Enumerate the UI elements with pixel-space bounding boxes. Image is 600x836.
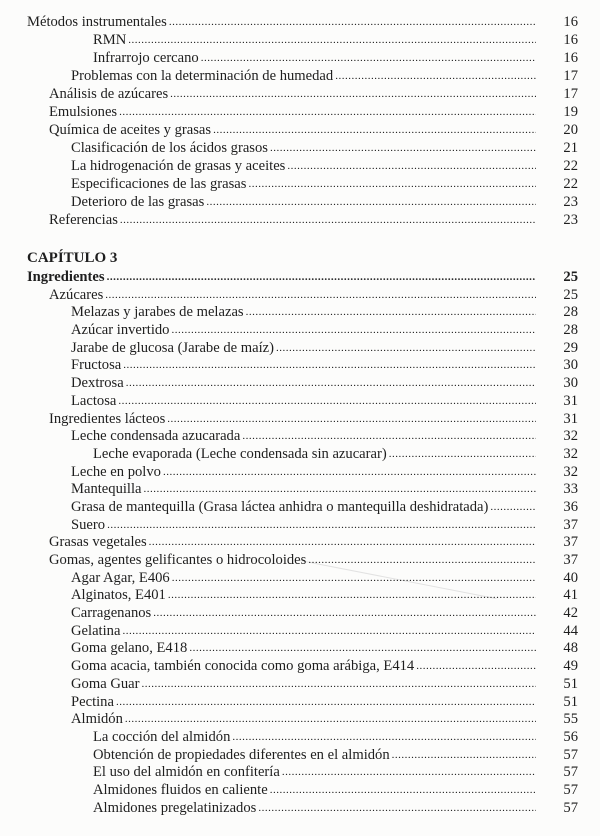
toc-entry	[71, 357, 536, 375]
dot-leader	[120, 211, 536, 229]
dot-leader	[163, 464, 536, 482]
toc-entry-title: Fructosa	[71, 357, 122, 374]
toc-entry-title: El uso del almidón en confitería	[93, 764, 280, 781]
dot-leader	[172, 570, 536, 588]
toc-entry-title: Grasa de mantequilla (Grasa láctea anhidra o mantequilla deshidratada)	[71, 498, 489, 515]
toc-page-number: 23	[563, 194, 578, 210]
toc-row[interactable]	[0, 193, 600, 211]
toc-page-number: 57	[563, 764, 578, 781]
dot-leader	[153, 605, 536, 623]
toc-entry-title: Pectina	[71, 693, 114, 710]
toc-entry-title: Ingredientes	[27, 269, 105, 285]
toc-entry-title: Métodos instrumentales	[27, 14, 167, 30]
toc-row[interactable]	[0, 375, 600, 393]
dot-leader	[490, 499, 536, 517]
toc-page-number: 33	[563, 481, 578, 498]
toc-page-number: 19	[563, 104, 578, 120]
toc-entry-title: Dextrosa	[71, 375, 124, 392]
dot-leader	[171, 322, 536, 340]
toc-entry	[49, 121, 536, 139]
toc-row[interactable]	[0, 729, 600, 747]
dot-leader	[119, 103, 536, 121]
toc-page-number: 32	[563, 463, 578, 480]
toc-row[interactable]	[0, 782, 600, 800]
toc-entry-title: La hidrogenación de grasas y aceites	[71, 158, 286, 174]
toc-row[interactable]	[0, 269, 600, 287]
toc-entry	[93, 800, 536, 818]
toc-entry	[71, 304, 536, 322]
toc-entry	[93, 747, 536, 765]
dot-leader	[149, 534, 536, 552]
toc-section-previous-chapter	[0, 13, 600, 229]
toc-page-number: 25	[563, 286, 578, 303]
chapter-heading: CAPÍTULO 3	[27, 250, 118, 266]
toc-row[interactable]	[0, 411, 600, 429]
dot-leader	[246, 304, 536, 322]
toc-row[interactable]	[0, 393, 600, 411]
toc-entry-title: Emulsiones	[49, 104, 118, 120]
toc-entry-title: Obtención de propiedades diferentes en el almidón	[93, 746, 390, 763]
toc-entry	[71, 587, 536, 605]
toc-row[interactable]	[0, 67, 600, 85]
toc-entry	[93, 764, 536, 782]
toc-entry-title: Lactosa	[71, 392, 117, 409]
toc-entry-title: Carragenanos	[71, 605, 152, 622]
toc-page-number: 30	[563, 357, 578, 374]
toc-row[interactable]	[0, 800, 600, 818]
toc-row[interactable]	[0, 31, 600, 49]
toc-entry-title: Azúcar invertido	[71, 322, 170, 339]
toc-entry-title: Deterioro de las grasas	[71, 194, 205, 210]
toc-row[interactable]	[0, 428, 600, 446]
toc-entry-title: La cocción del almidón	[93, 728, 231, 745]
toc-row[interactable]	[0, 287, 600, 305]
toc-page-number: 57	[563, 799, 578, 816]
toc-entry	[27, 13, 536, 31]
toc-page-number: 37	[563, 516, 578, 533]
toc-row[interactable]	[0, 640, 600, 658]
toc-page-number: 51	[563, 675, 578, 692]
toc-row[interactable]	[0, 587, 600, 605]
dot-leader	[125, 711, 536, 729]
dot-leader	[128, 31, 536, 49]
dot-leader	[126, 375, 536, 393]
toc-entry-title: Leche condensada azucarada	[71, 428, 241, 445]
dot-leader	[167, 411, 536, 429]
toc-row[interactable]	[0, 605, 600, 623]
toc-entry	[71, 175, 536, 193]
toc-page-number: 57	[563, 781, 578, 798]
toc-page-number: 36	[563, 498, 578, 515]
toc-entry	[93, 729, 536, 747]
toc-entry	[71, 694, 536, 712]
toc-entry-title: Química de aceites y grasas	[49, 122, 212, 138]
dot-leader	[116, 694, 536, 712]
toc-page-number: 32	[563, 445, 578, 462]
dot-leader	[168, 587, 536, 605]
dot-leader	[107, 517, 536, 535]
toc-row[interactable]	[0, 211, 600, 229]
toc-entry-title: Agar Agar, E406	[71, 569, 170, 586]
toc-entries	[0, 269, 600, 817]
toc-entry	[71, 640, 536, 658]
toc-entry-title: Jarabe de glucosa (Jarabe de maíz)	[71, 339, 274, 356]
toc-row[interactable]	[0, 139, 600, 157]
toc-row[interactable]	[0, 121, 600, 139]
toc-row[interactable]	[0, 764, 600, 782]
toc-entry-title: Melazas y jarabes de melazas	[71, 304, 244, 321]
toc-page-number: 37	[563, 552, 578, 568]
toc-entry-title: Almidones pregelatinizados	[93, 799, 257, 816]
toc-entry	[71, 623, 536, 641]
toc-page-number: 23	[563, 212, 578, 228]
dot-leader	[270, 782, 536, 800]
toc-row[interactable]	[0, 552, 600, 570]
dot-leader	[122, 623, 536, 641]
toc-row[interactable]	[0, 464, 600, 482]
toc-page-number: 49	[563, 658, 578, 675]
toc-entry	[49, 287, 536, 305]
toc-row[interactable]	[0, 517, 600, 535]
toc-page-number: 22	[563, 158, 578, 174]
dot-leader	[123, 357, 536, 375]
toc-entry	[71, 322, 536, 340]
toc-page-number: 37	[563, 534, 578, 551]
toc-page-number: 16	[563, 14, 578, 30]
toc-entry-title: Gelatina	[71, 622, 121, 639]
dot-leader	[142, 676, 537, 694]
toc-entry	[27, 269, 536, 287]
toc-page-number: 16	[563, 50, 578, 66]
toc-entry	[71, 481, 536, 499]
toc-entry-title: Clasificación de los ácidos grasos	[71, 140, 268, 156]
toc-page-number: 32	[563, 428, 578, 445]
toc-entry	[49, 552, 536, 570]
toc-entry-title: Gomas, agentes gelificantes o hidrocoloides	[49, 552, 307, 568]
toc-entry	[71, 464, 536, 482]
toc-entry-title: Análisis de azúcares	[49, 86, 169, 102]
toc-row[interactable]	[0, 499, 600, 517]
toc-row[interactable]	[0, 747, 600, 765]
toc-entry	[71, 570, 536, 588]
toc-entry-title: Infrarrojo cercano	[93, 50, 199, 66]
toc-page-number: 20	[563, 122, 578, 138]
toc-row[interactable]	[0, 85, 600, 103]
toc-page-number: 22	[563, 176, 578, 192]
toc-entry-title: Almidones fluidos en caliente	[93, 781, 268, 798]
toc-entry-title: Leche evaporada (Leche condensada sin azucarar)	[93, 445, 387, 462]
toc-page-number: 55	[563, 711, 578, 728]
toc-row[interactable]	[0, 694, 600, 712]
toc-entry	[71, 428, 536, 446]
toc-entry	[49, 534, 536, 552]
dot-leader	[170, 85, 536, 103]
toc-page-number: 56	[563, 728, 578, 745]
toc-page-number: 16	[563, 32, 578, 48]
toc-row[interactable]	[0, 623, 600, 641]
toc-entry-title: Leche en polvo	[71, 463, 161, 480]
dot-leader	[389, 446, 536, 464]
toc-row[interactable]	[0, 481, 600, 499]
toc-entry-title: RMN	[93, 32, 127, 48]
toc-page-number: 51	[563, 693, 578, 710]
dot-leader	[105, 287, 536, 305]
toc-entry-title: Ingredientes lácteos	[49, 410, 166, 427]
dot-leader	[282, 764, 536, 782]
toc-page-number: 31	[563, 392, 578, 409]
dot-leader	[392, 747, 536, 765]
toc-entry	[71, 393, 536, 411]
dot-leader	[107, 269, 536, 287]
toc-entry-title: Goma Guar	[71, 675, 140, 692]
dot-leader	[287, 157, 536, 175]
toc-page-number: 28	[563, 304, 578, 321]
toc-row[interactable]	[0, 676, 600, 694]
toc-row[interactable]	[0, 340, 600, 358]
dot-leader	[213, 121, 536, 139]
toc-entry	[49, 211, 536, 229]
toc-entry	[93, 446, 536, 464]
toc-entry	[71, 676, 536, 694]
toc-page-number: 25	[563, 269, 578, 285]
toc-row[interactable]	[0, 304, 600, 322]
toc-entry-title: Goma gelano, E418	[71, 640, 188, 657]
toc-entry	[71, 499, 536, 517]
toc-entry-title: Especificaciones de las grasas	[71, 176, 247, 192]
dot-leader	[201, 49, 536, 67]
toc-row[interactable]	[0, 13, 600, 31]
dot-leader	[189, 640, 536, 658]
toc-entry	[71, 157, 536, 175]
dot-leader	[169, 13, 536, 31]
toc-row[interactable]	[0, 175, 600, 193]
toc-row[interactable]	[0, 446, 600, 464]
toc-entry	[93, 782, 536, 800]
toc-row[interactable]	[0, 534, 600, 552]
toc-page-number: 31	[563, 410, 578, 427]
toc-row[interactable]	[0, 570, 600, 588]
toc-row[interactable]	[0, 711, 600, 729]
toc-entry	[71, 67, 536, 85]
toc-page-number: 42	[563, 605, 578, 622]
toc-page-number: 17	[563, 68, 578, 84]
toc-row[interactable]	[0, 49, 600, 67]
toc-row[interactable]	[0, 103, 600, 121]
toc-entry	[71, 139, 536, 157]
toc-entry	[71, 340, 536, 358]
toc-entry-title: Mantequilla	[71, 481, 142, 498]
toc-entry	[49, 103, 536, 121]
toc-entry-title: Referencias	[49, 212, 118, 228]
dot-leader	[144, 481, 536, 499]
toc-entry-title: Alginatos, E401	[71, 587, 166, 604]
toc-entry-title: Grasas vegetales	[49, 534, 147, 551]
toc-entry	[71, 517, 536, 535]
dot-leader	[242, 428, 536, 446]
toc-page-number: 48	[563, 640, 578, 657]
toc-row[interactable]	[0, 157, 600, 175]
toc-entry	[93, 49, 536, 67]
dot-leader	[276, 340, 536, 358]
toc-page-number: 21	[563, 140, 578, 156]
toc-page-number: 44	[563, 622, 578, 639]
toc-entry	[93, 31, 536, 49]
toc-entry-title: Problemas con la determinación de humedad	[71, 68, 334, 84]
toc-entry-title: Almidón	[71, 711, 123, 728]
dot-leader	[258, 800, 536, 818]
toc-page-number: 30	[563, 375, 578, 392]
dot-leader	[308, 552, 536, 570]
dot-leader	[232, 729, 536, 747]
toc-page-number: 17	[563, 86, 578, 102]
toc-entry	[71, 711, 536, 729]
toc-entry-title: Azúcares	[49, 286, 104, 303]
dot-leader	[118, 393, 536, 411]
toc-page-number: 29	[563, 339, 578, 356]
toc-entry	[71, 375, 536, 393]
toc-page-number: 40	[563, 569, 578, 586]
toc-page-number: 57	[563, 746, 578, 763]
toc-page-number: 41	[563, 587, 578, 604]
dot-leader	[206, 193, 536, 211]
toc-row[interactable]	[0, 322, 600, 340]
toc-entry	[71, 605, 536, 623]
toc-entries	[0, 13, 600, 229]
toc-row[interactable]	[0, 658, 600, 676]
toc-entry	[49, 85, 536, 103]
toc-entry	[71, 193, 536, 211]
toc-row[interactable]	[0, 357, 600, 375]
toc-entry	[49, 411, 536, 429]
dot-leader	[335, 67, 536, 85]
toc-page-number: 28	[563, 322, 578, 339]
toc-entry	[71, 658, 536, 676]
dot-leader	[416, 658, 536, 676]
toc-entry-title: Suero	[71, 516, 106, 533]
toc-entry-title: Goma acacia, también conocida como goma arábiga, E414	[71, 658, 415, 675]
dot-leader	[270, 139, 536, 157]
dot-leader	[248, 175, 536, 193]
